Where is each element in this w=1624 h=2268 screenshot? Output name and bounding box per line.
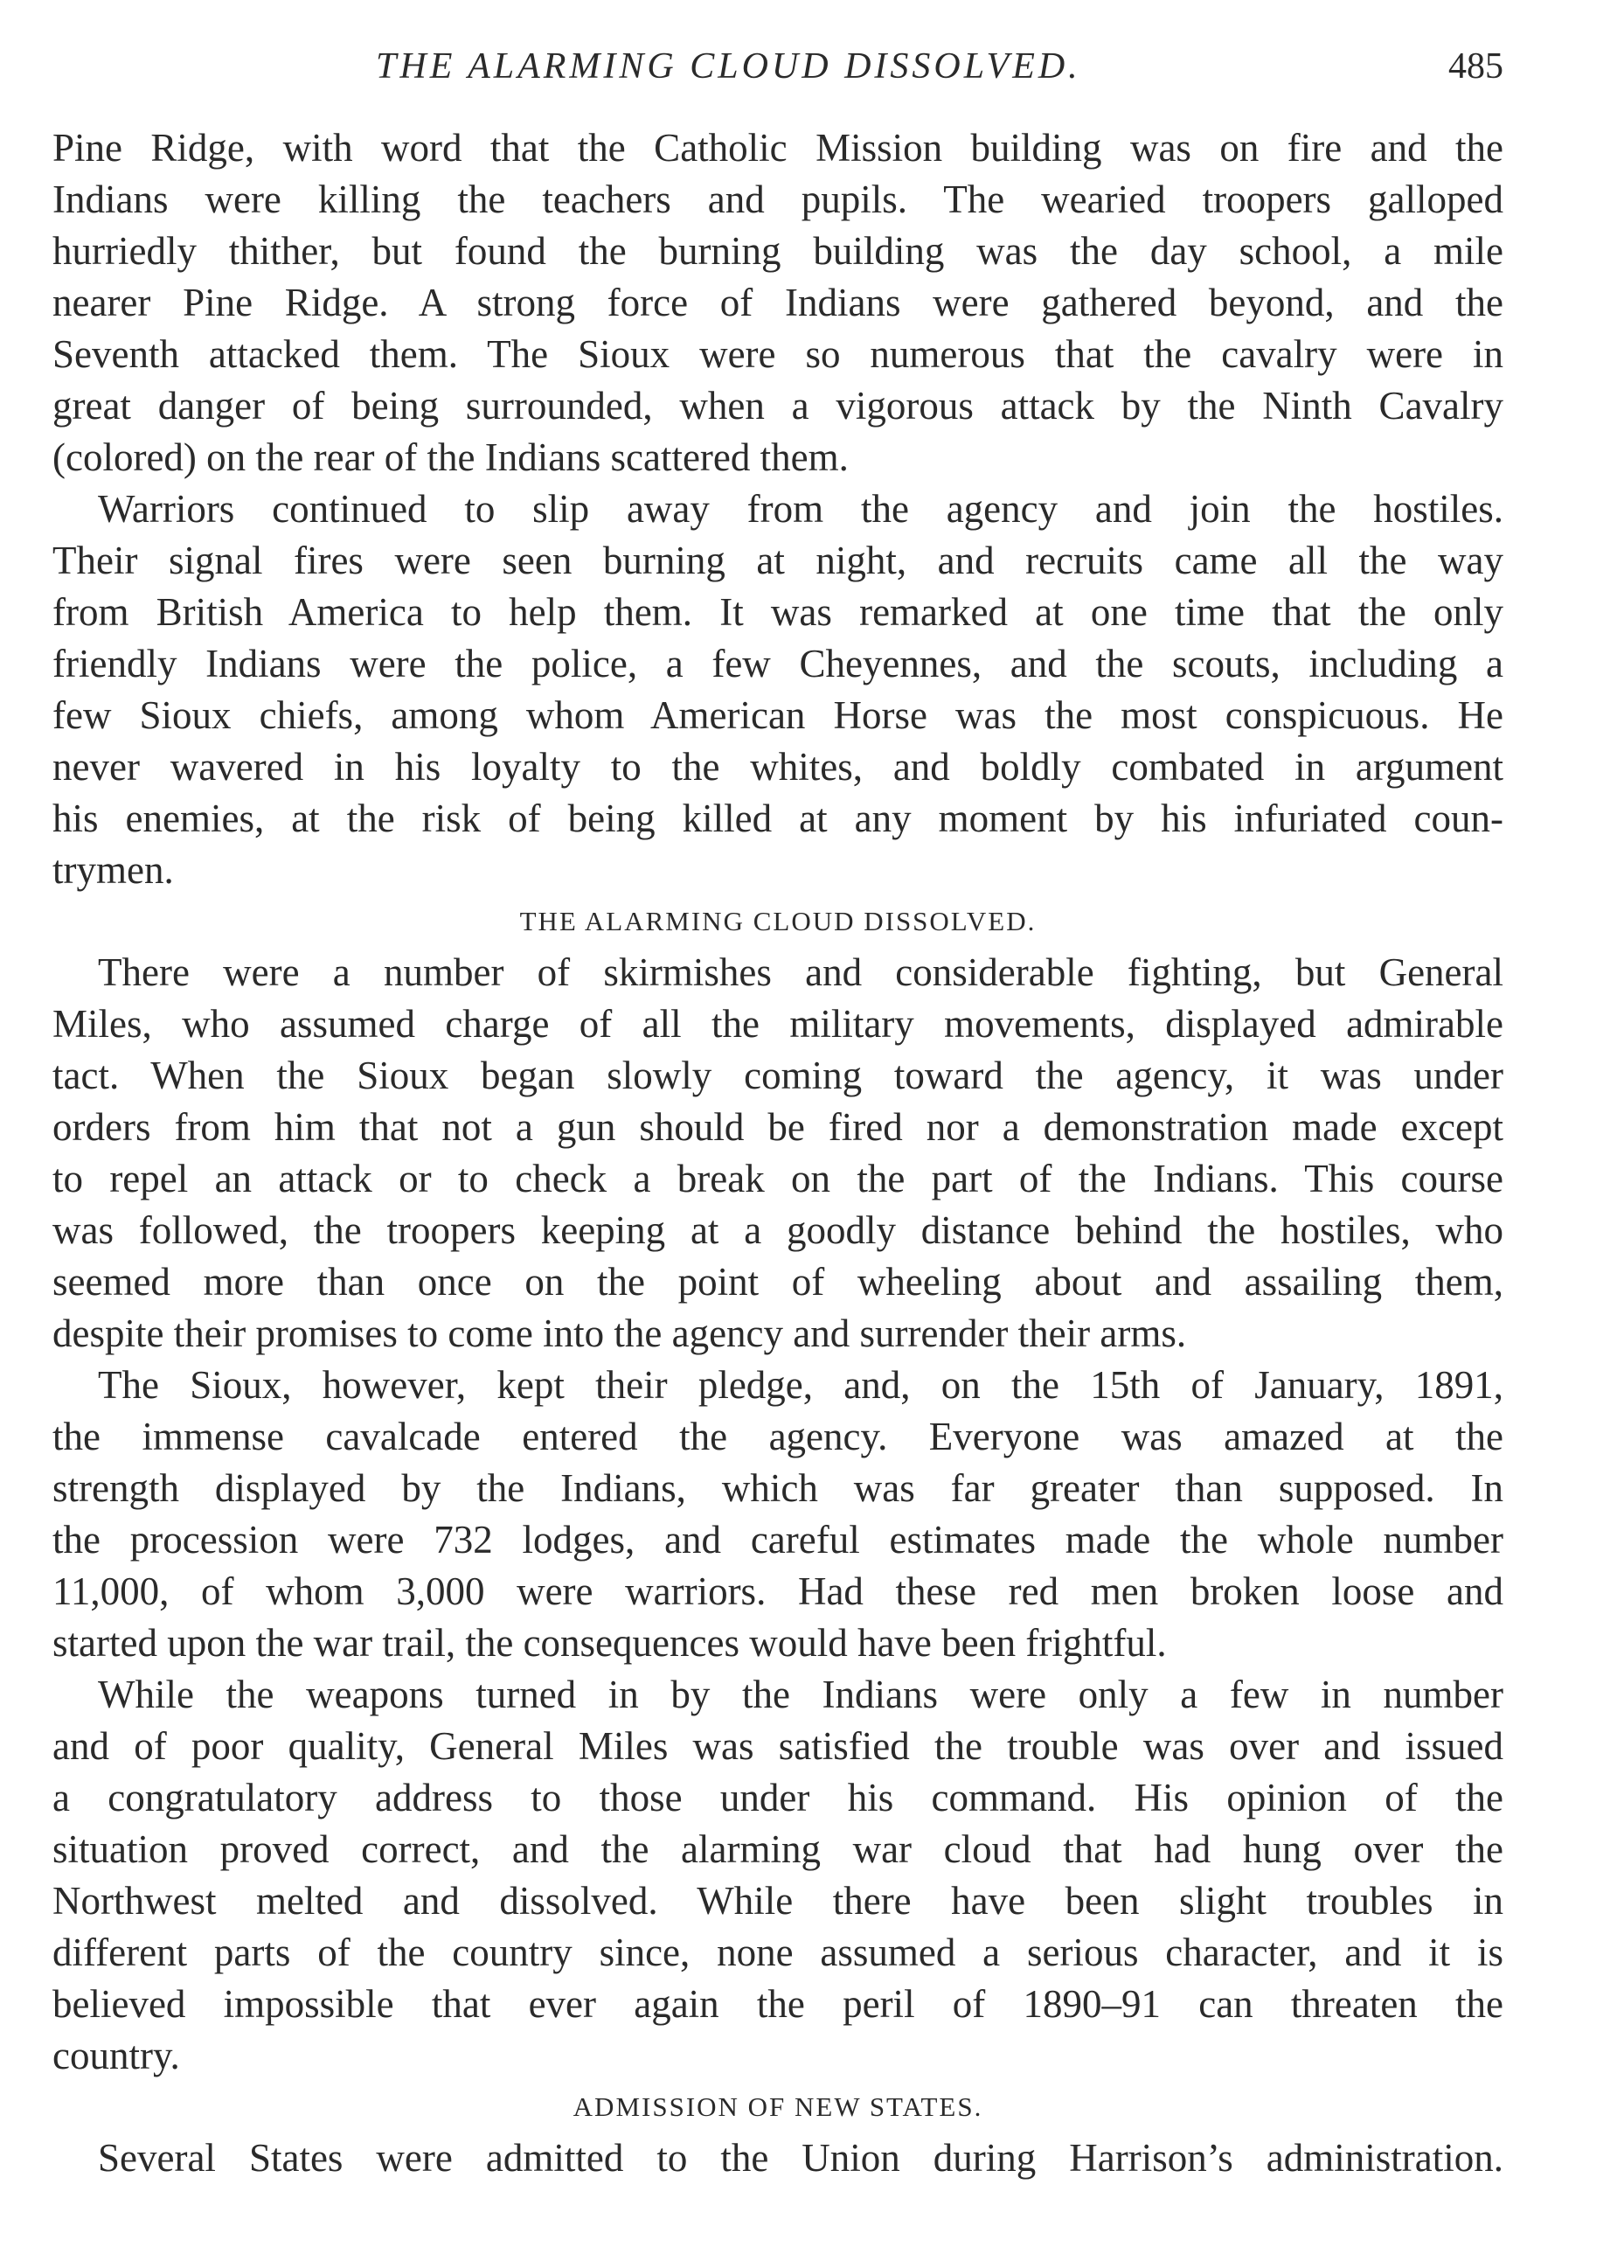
body-text: [52, 122, 1503, 2184]
text-line: started upon the war trail, the consequences would have been frightful.: [52, 1621, 1167, 1665]
paragraph-3: [52, 947, 1503, 1360]
text-line: Northwest melted and dissolved. While there have been slight troubles in: [52, 1879, 1503, 1923]
paragraph-6: [52, 2132, 1503, 2184]
text-line: There were a number of skirmishes and considerable fighting, but General: [98, 950, 1503, 994]
text-line: seemed more than once on the point of wheeling about and assailing them,: [52, 1260, 1503, 1304]
text-line: friendly Indians were the police, a few Cheyennes, and the scouts, including a: [52, 642, 1503, 685]
text-line: the immense cavalcade entered the agency. Everyone was amazed at the: [52, 1415, 1503, 1458]
text-line: The Sioux, however, kept their pledge, and, on the 15th of January, 1891,: [98, 1363, 1503, 1407]
text-line: never wavered in his loyalty to the whites, and boldly combated in argument: [52, 745, 1503, 789]
text-line: strength displayed by the Indians, which was far greater than supposed. In: [52, 1466, 1503, 1510]
text-line: few Sioux chiefs, among whom American Horse was the most conspicuous. He: [52, 693, 1503, 737]
text-line: 11,000, of whom 3,000 were warriors. Had these red men broken loose and: [52, 1569, 1503, 1613]
text-line: Miles, who assumed charge of all the military movements, displayed admirable: [52, 1002, 1503, 1046]
section-heading: ADMISSION OF NEW STATES.: [573, 2091, 983, 2122]
text-line: nearer Pine Ridge. A strong force of Indians were gathered beyond, and the: [52, 281, 1503, 324]
text-line: (colored) on the rear of the Indians scattered them.: [52, 435, 849, 479]
text-line: hurriedly thither, but found the burning building was the day school, a mile: [52, 229, 1503, 273]
text-line: Indians were killing the teachers and pupils. The wearied troopers galloped: [52, 177, 1503, 221]
text-line: While the weapons turned in by the Indians were only a few in number: [98, 1673, 1503, 1716]
text-line: situation proved correct, and the alarming war cloud that had hung over the: [52, 1827, 1503, 1871]
running-head: [52, 45, 1503, 98]
text-line: was followed, the troopers keeping at a goodly distance behind the hostiles, who: [52, 1208, 1503, 1252]
text-line: and of poor quality, General Miles was satisfied the trouble was over and issued: [52, 1724, 1503, 1768]
text-line: Pine Ridge, with word that the Catholic Mission building was on fire and the: [52, 126, 1503, 170]
text-line: tact. When the Sioux began slowly coming toward the agency, it was under: [52, 1054, 1503, 1097]
text-line: great danger of being surrounded, when a vigorous attack by the Ninth Cavalry: [52, 384, 1503, 428]
paragraph-4: [52, 1360, 1503, 1669]
page-number: 485: [1448, 46, 1503, 87]
text-line: from British America to help them. It was remarked at one time that the only: [52, 590, 1503, 634]
section-heading: THE ALARMING CLOUD DISSOLVED.: [519, 906, 1037, 936]
paragraph-2: [52, 484, 1503, 896]
text-line: trymen.: [52, 848, 174, 892]
text-line: despite their promises to come into the agency and surrender their arms.: [52, 1311, 1187, 1355]
text-line: Their signal fires were seen burning at night, and recruits came all the way: [52, 539, 1503, 582]
text-line: the procession were 732 lodges, and careful estimates made the whole number: [52, 1518, 1503, 1562]
text-line: orders from him that not a gun should be fired nor a demonstration made except: [52, 1105, 1503, 1149]
text-line: country.: [52, 2034, 180, 2077]
paragraph-5: [52, 1669, 1503, 2082]
paragraph-1: [52, 122, 1503, 484]
text-line: Warriors continued to slip away from the agency and join the hostiles.: [98, 487, 1503, 531]
text-line: a congratulatory address to those under his command. His opinion of the: [52, 1776, 1503, 1819]
text-line: believed impossible that ever again the peril of 1890–91 can threaten the: [52, 1982, 1503, 2026]
text-line: his enemies, at the risk of being killed at any moment by his infuriated coun-: [52, 797, 1503, 840]
running-title: THE ALARMING CLOUD DISSOLVED.: [376, 46, 1081, 87]
text-line: to repel an attack or to check a break on the part of the Indians. This course: [52, 1157, 1503, 1200]
text-line: Several States were admitted to the Union during Harrison’s administration.: [98, 2136, 1503, 2180]
text-line: Seventh attacked them. The Sioux were so numerous that the cavalry were in: [52, 332, 1503, 376]
text-line: different parts of the country since, none assumed a serious character, and it is: [52, 1931, 1503, 1974]
